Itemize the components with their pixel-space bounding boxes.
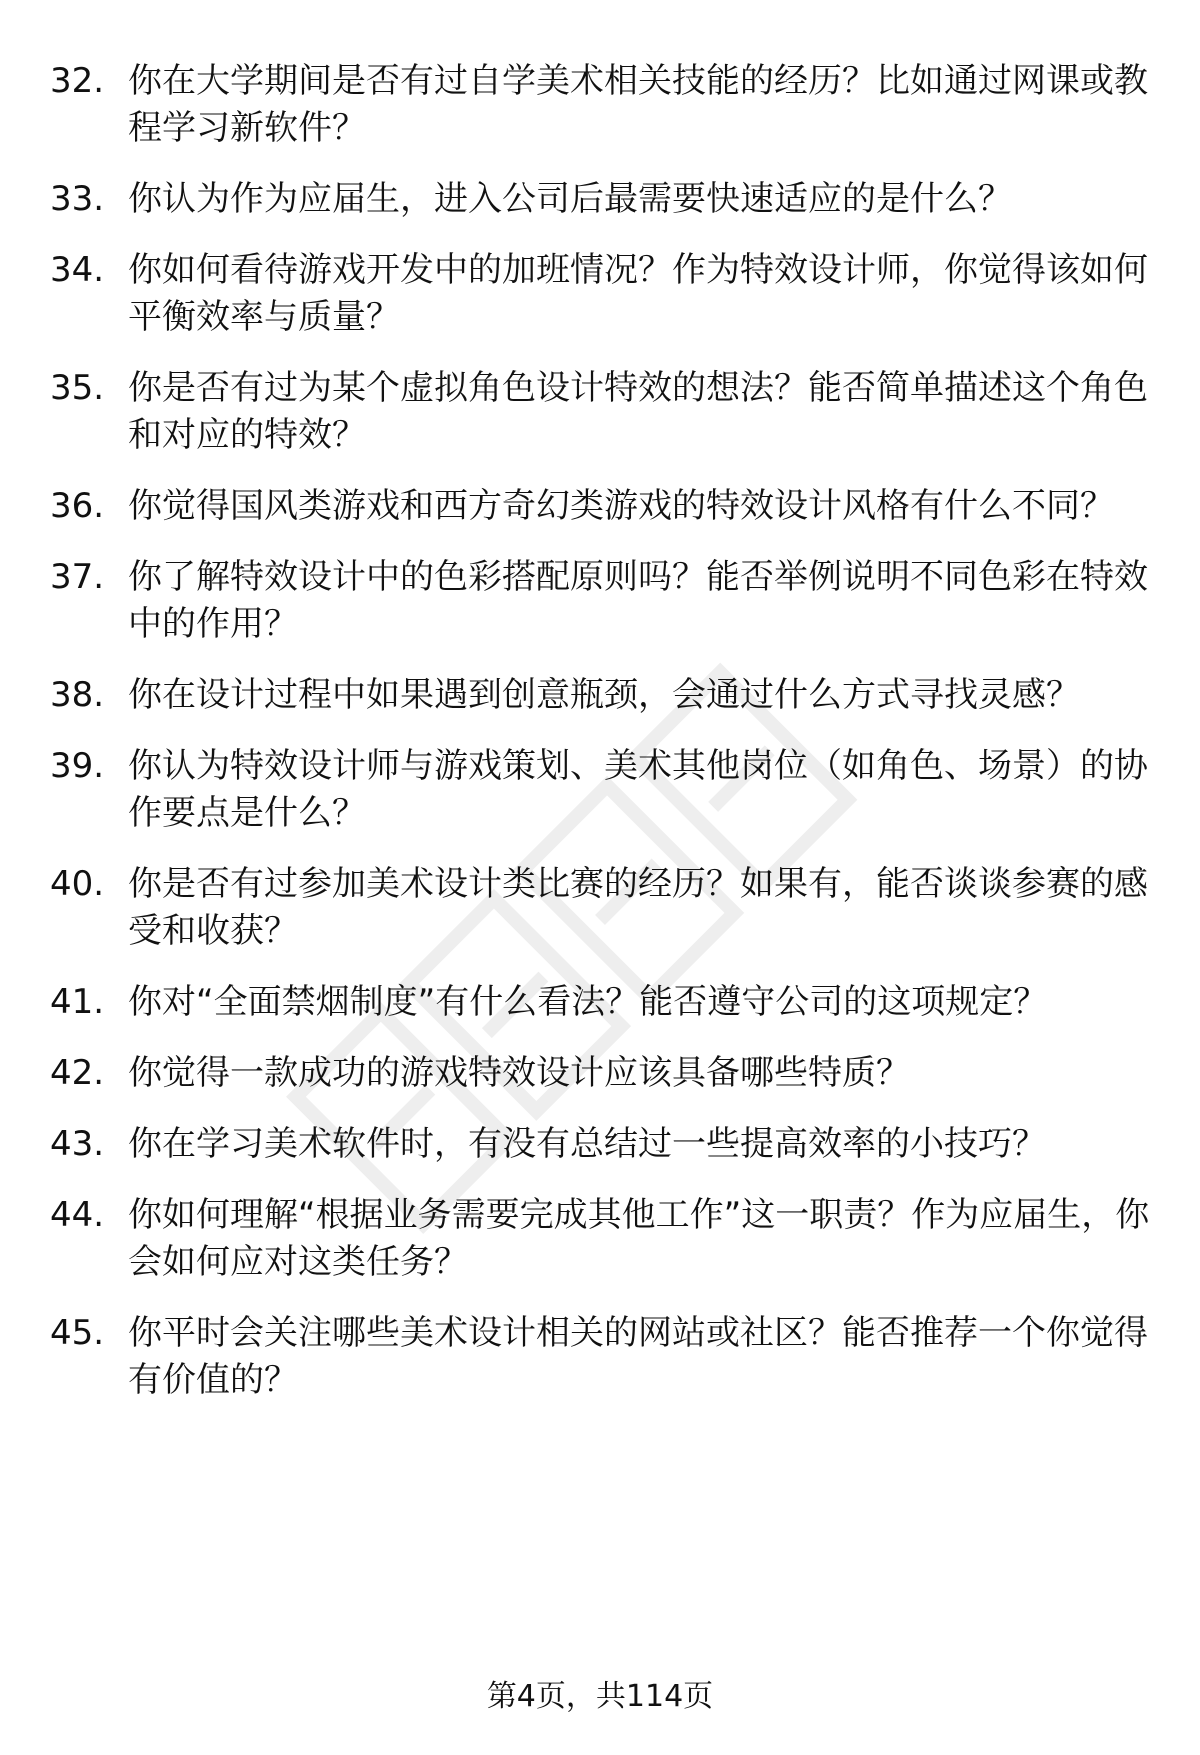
question-number: 41.: [50, 982, 105, 1022]
question-text: 你如何理解“根据业务需要完成其他工作”这一职责？作为应届生，你会如何应对这类任务？: [128, 1195, 1150, 1282]
question-list: [50, 58, 1150, 1404]
page-number-label: 第4页，共114页: [486, 1679, 714, 1714]
question-item: [50, 1192, 1150, 1286]
question-number: 35.: [50, 368, 105, 408]
question-item: [50, 554, 1150, 648]
question-text: 你了解特效设计中的色彩搭配原则吗？能否举例说明不同色彩在特效中的作用？: [128, 557, 1148, 644]
question-text: 你觉得一款成功的游戏特效设计应该具备哪些特质？: [128, 1053, 910, 1093]
question-item: [50, 672, 1150, 719]
question-number: 34.: [50, 250, 105, 290]
question-item: [50, 176, 1150, 223]
question-text: 你平时会关注哪些美术设计相关的网站或社区？能否推荐一个你觉得有价值的？: [128, 1313, 1148, 1400]
question-item: [50, 1050, 1150, 1097]
question-item: [50, 483, 1150, 530]
question-number: 36.: [50, 486, 105, 526]
question-number: 40.: [50, 864, 105, 904]
question-item: [50, 861, 1150, 955]
question-item: [50, 58, 1150, 152]
question-number: 43.: [50, 1124, 105, 1164]
question-number: 32.: [50, 61, 105, 101]
question-text: 你认为特效设计师与游戏策划、美术其他岗位（如角色、场景）的协作要点是什么？: [128, 746, 1148, 833]
question-item: [50, 1121, 1150, 1168]
question-item: [50, 743, 1150, 837]
question-number: 45.: [50, 1313, 105, 1353]
question-text: 你对“全面禁烟制度”有什么看法？能否遵守公司的这项规定？: [128, 982, 1048, 1022]
question-item: [50, 365, 1150, 459]
question-text: 你认为作为应届生，进入公司后最需要快速适应的是什么？: [128, 179, 1012, 219]
question-item: [50, 247, 1150, 341]
question-number: 37.: [50, 557, 105, 597]
question-text: 你觉得国风类游戏和西方奇幻类游戏的特效设计风格有什么不同？: [128, 486, 1114, 526]
question-text: 你在大学期间是否有过自学美术相关技能的经历？比如通过网课或教程学习新软件？: [128, 61, 1148, 148]
page-footer: [0, 1677, 1200, 1717]
question-number: 42.: [50, 1053, 105, 1093]
question-text: 你在学习美术软件时，有没有总结过一些提高效率的小技巧？: [128, 1124, 1046, 1164]
question-item: [50, 979, 1150, 1026]
question-item: [50, 1310, 1150, 1404]
question-number: 38.: [50, 675, 105, 715]
question-text: 你是否有过为某个虚拟角色设计特效的想法？能否简单描述这个角色和对应的特效？: [128, 368, 1148, 455]
question-number: 33.: [50, 179, 105, 219]
question-text: 你是否有过参加美术设计类比赛的经历？如果有，能否谈谈参赛的感受和收获？: [128, 864, 1148, 951]
question-text: 你在设计过程中如果遇到创意瓶颈，会通过什么方式寻找灵感？: [128, 675, 1080, 715]
question-number: 44.: [50, 1195, 105, 1235]
question-text: 你如何看待游戏开发中的加班情况？作为特效设计师，你觉得该如何平衡效率与质量？: [128, 250, 1148, 337]
question-number: 39.: [50, 746, 105, 786]
